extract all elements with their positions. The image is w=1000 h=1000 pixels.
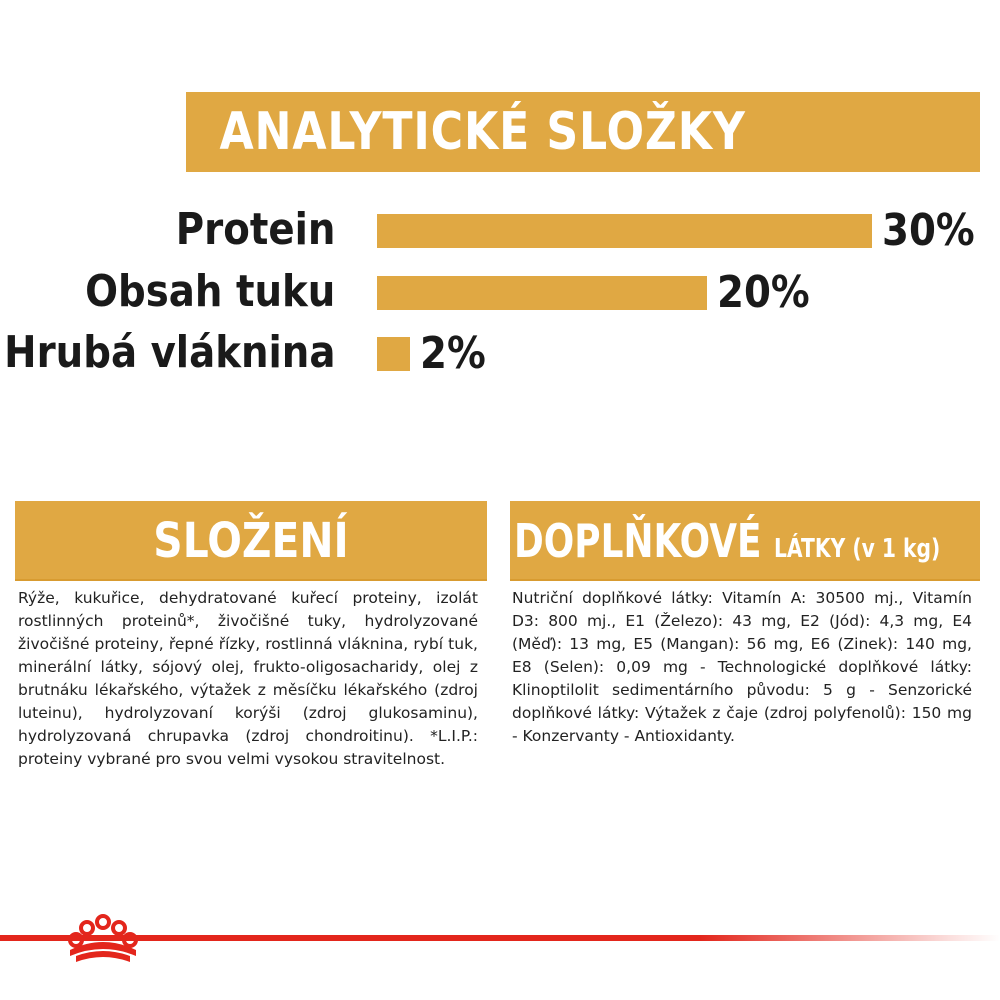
analytics-value: 20%: [717, 267, 810, 318]
analytics-row-protein: [0, 202, 1000, 258]
analytics-value: 2%: [420, 328, 486, 379]
additives-title: [514, 513, 940, 577]
additives-title-small: LÁTKY (v 1 kg): [773, 534, 941, 564]
analytics-bar: [377, 214, 872, 248]
brand-red-line: [0, 935, 1000, 941]
composition-text: Rýže, kukuřice, dehydratované kuřecí proteiny, izolát rostlinných proteinů*, živočišné tuky, hydrolyzované živočišné proteiny, řepné řízky, rostlinná vláknina, rybí tuk, minerální látky, sójový olej, frukto-oligosacharidy, olej z brutnáku lékařského, výtažek z měsíčku lékařského (zdroj luteinu), hydrolyzovaní korýši (zdroj glukosaminu), hydrolyzovaná chrupavka (zdroj chondroitinu). *L.I.P.: proteiny vybrané pro svou velmi vysokou stravitelnost.: [18, 589, 478, 768]
analytics-row-fiber: [0, 325, 1000, 381]
composition-header: [15, 501, 487, 581]
analytics-label: Obsah tuku: [84, 266, 335, 317]
analytics-label: Hrubá vláknina: [3, 327, 335, 378]
crown-logo-icon: [66, 912, 140, 968]
analytics-value: 30%: [882, 205, 975, 256]
composition-header-underline: [15, 579, 487, 581]
analytics-row-fat: [0, 264, 1000, 320]
analytics-banner: [186, 92, 980, 172]
composition-title: SLOŽENÍ: [153, 513, 349, 569]
additives-title-main: DOPLŇKOVÉ: [514, 514, 762, 568]
analytics-bar: [377, 276, 707, 310]
additives-header: [510, 501, 980, 581]
analytics-bar: [377, 337, 410, 371]
analytics-title: ANALYTICKÉ SLOŽKY: [219, 102, 747, 162]
additives-header-underline: [510, 579, 980, 581]
analytics-label: Protein: [175, 204, 335, 255]
additives-text: Nutriční doplňkové látky: Vitamín A: 30500 mj., Vitamín D3: 800 mj., E1 (Železo): 43 mg, E2 (Jód): 4,3 mg, E4 (Měď): 13 mg, E5 (Mangan): 56 mg, E6 (Zinek): 140 mg, E8 (Selen): 0,09 mg - Technologické doplňkové látky: Klinoptilolit sedimentárního původu: 5 g - Senzorické doplňkové látky: Výtažek z čaje (zdroj polyfenolů): 150 mg - Konzervanty - Antioxidanty.: [512, 589, 972, 745]
